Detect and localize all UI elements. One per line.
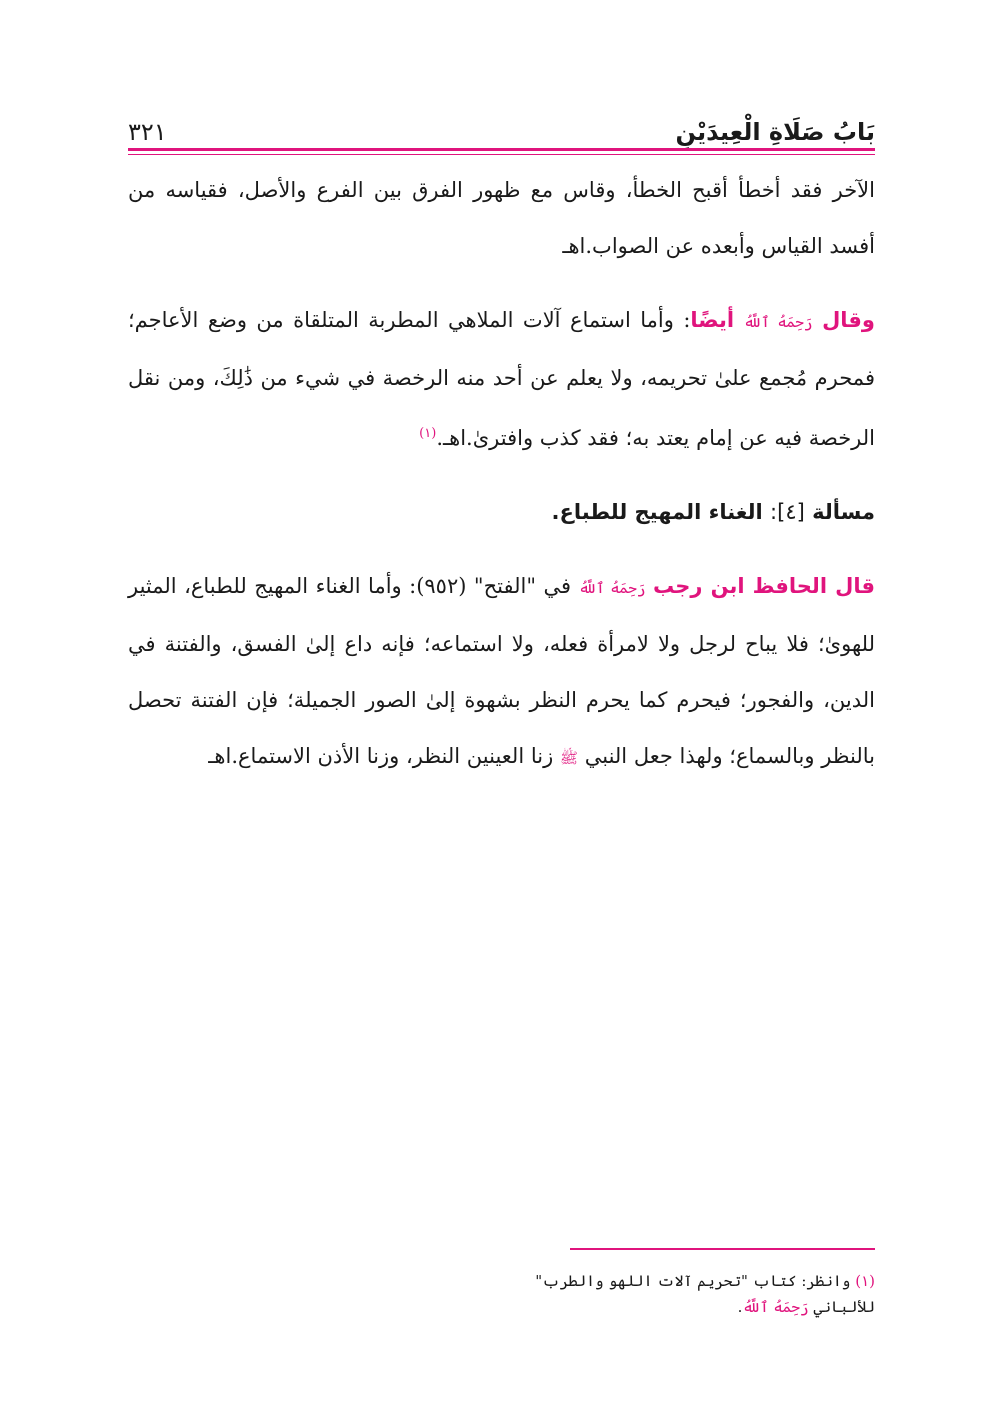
section-heading bbox=[128, 484, 875, 540]
paragraph-text-2: زنا العينين النظر، وزنا الأذن الاستماع.اهـ bbox=[208, 744, 554, 768]
footnote-text: وانظر: كتاب "تحريم آلات اللهو والطرب" للألباني bbox=[535, 1272, 875, 1316]
chapter-title: بَابُ صَلَاةِ الْعِيدَيْنِ bbox=[675, 118, 875, 147]
footnote-end: . bbox=[737, 1298, 743, 1316]
honorific-glyph: رَحِمَهُ ٱللَّهُ bbox=[743, 313, 813, 331]
page-body bbox=[128, 162, 875, 786]
heading-label: مسألة bbox=[812, 500, 875, 524]
footnote-number: (١) bbox=[855, 1272, 875, 1290]
honorific-glyph: رَحِمَهُ ٱللَّهُ bbox=[578, 579, 646, 597]
quote-lead: وقال bbox=[822, 308, 875, 332]
heading-text: الغناء المهيج للطباع. bbox=[551, 500, 763, 524]
header-rule-thick bbox=[128, 148, 875, 151]
footnote bbox=[470, 1268, 875, 1320]
paragraph-quote-ibn-rajab bbox=[128, 558, 875, 786]
paragraph-continuation bbox=[128, 162, 875, 274]
paragraph-spacer bbox=[128, 466, 875, 484]
footnote-rule bbox=[570, 1248, 875, 1250]
paragraph-text: في "الفتح" (٩٥٢): وأما الغناء المهيج للطباع، المثير للهوىٰ؛ فلا يباح لرجل ولا لامرأة فعله، ولا استماعه؛ فإنه داع إلىٰ الفسق، والفتنة في الدين، والفجور؛ فيحرم كما يحرم النظر بشهوة إلىٰ الصور الجميلة؛ فإن الفتنة تحصل بالنظر وبالسماع؛ ولهذا جعل النبي bbox=[128, 574, 875, 768]
header-rule-thin bbox=[128, 154, 875, 155]
page-number: ٣٢١ bbox=[128, 118, 167, 147]
quote-lead-2: أيضًا bbox=[690, 308, 735, 332]
quote-lead: قال الحافظ ابن رجب bbox=[653, 574, 875, 598]
salutation-glyph: ﷺ bbox=[559, 749, 579, 767]
paragraph-spacer bbox=[128, 540, 875, 558]
honorific-glyph: رَحِمَهُ ٱللَّهُ bbox=[742, 1298, 809, 1316]
paragraph-spacer bbox=[128, 274, 875, 292]
paragraph-text: الآخر فقد أخطأ أقبح الخطأ، وقاس مع ظهور الفرق بين الفرع والأصل، فقياسه من أفسد القياس وأبعده عن الصواب.اهـ bbox=[128, 178, 875, 258]
heading-number: [٤]: bbox=[770, 500, 805, 524]
footnote-reference[interactable]: (١) bbox=[419, 426, 437, 441]
paragraph-text: : وأما استماع آلات الملاهي المطربة المتلقاة من وضع الأعاجم؛ فمحرم مُجمع علىٰ تحريمه، ولا يعلم عن أحد منه الرخصة في شيء من ذَٰلِكَ، ومن نقل الرخصة فيه عن إمام يعتد به؛ فقد كذب وافترىٰ.اهـ. bbox=[128, 308, 875, 450]
paragraph-quote bbox=[128, 292, 875, 466]
page-header bbox=[128, 103, 875, 147]
